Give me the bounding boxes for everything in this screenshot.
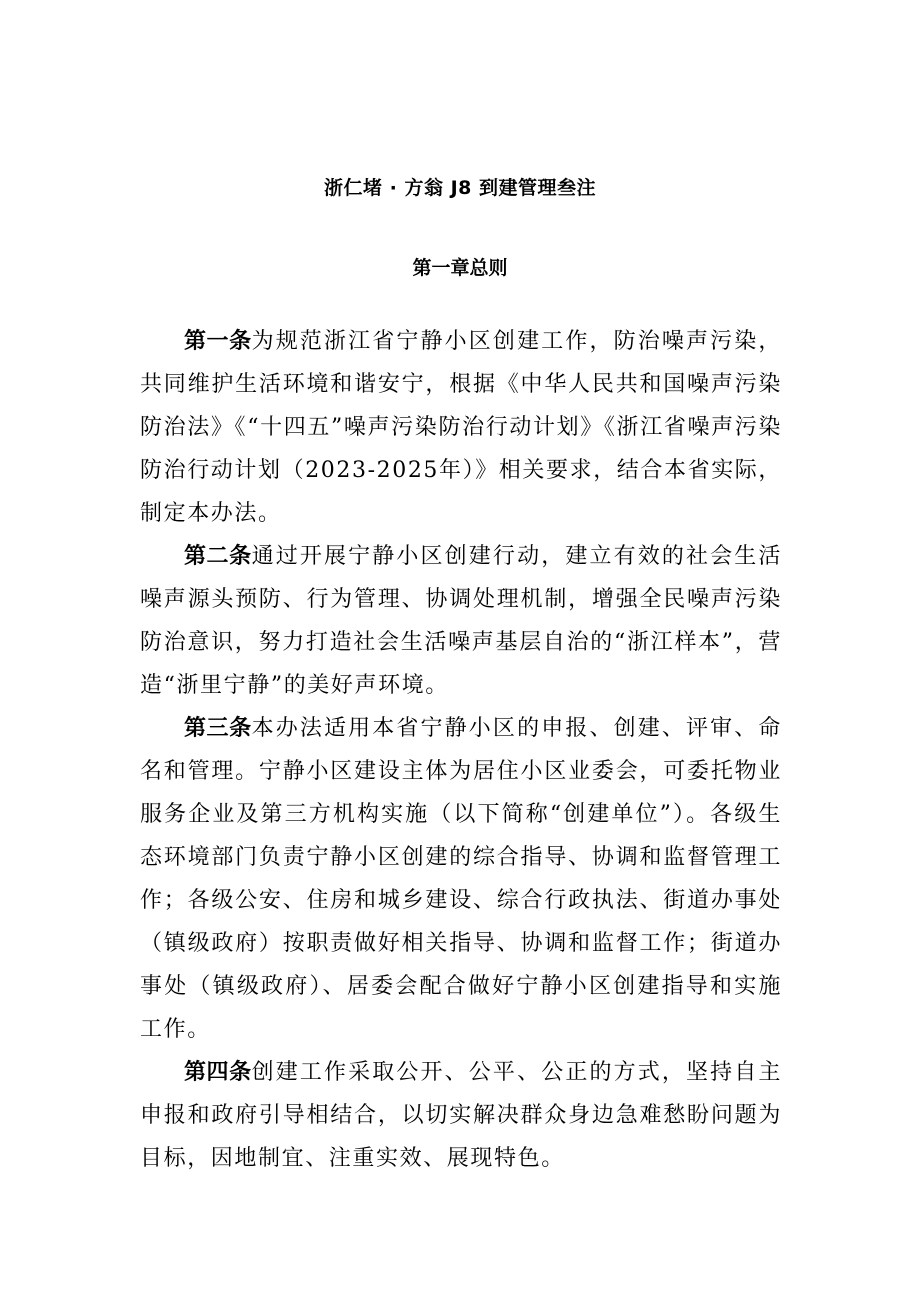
article-4-text: 创建工作采取公开、公平、公正的方式，坚持自主申报和政府引导相结合，以切实解决群众身边急难愁盼问题为目标，因地制宜、注重实效、展现特色。 (140, 1060, 782, 1171)
article-1-label: 第一条 (184, 329, 252, 354)
article-1-text: 为规范浙江省宁静小区创建工作，防治噪声污染，共同维护生活环境和谐安宁，根据《中华人民共和国噪声污染防治法》《“十四五”噪声污染防治行动计划》《浙江省噪声污染防治行动计划（2023-2025年）》相关要求，结合本省实际，制定本办法。 (140, 329, 783, 526)
article-2-text: 通过开展宁静小区创建行动，建立有效的社会生活噪声源头预防、行为管理、协调处理机制，增强全民噪声污染防治意识，努力打造社会生活噪声基层自治的“浙江样本”，营造“浙里宁静”的美好声环境。 (140, 544, 782, 698)
article-2-label: 第二条 (184, 544, 252, 569)
document-title: 浙仁堵 · 方翁 J8 到建管理叁注 (324, 177, 596, 199)
article-3-text: 本办法适用本省宁静小区的申报、创建、评审、命名和管理。宁静小区建设主体为居住小区业委会，可委托物业服务企业及第三方机构实施（以下简称“创建单位”）。各级生态环境部门负责宁静小区创建的综合指导、协调和监督管理工作；各级公安、住房和城乡建设、综合行政执法、街道办事处（镇级政府）按职责做好相关指导、协调和监督工作；街道办事处（镇级政府）、居委会配合做好宁静小区创建指导和实施工作。 (140, 716, 782, 1042)
article-3 (140, 707, 782, 1051)
article-3-label: 第三条 (184, 716, 252, 741)
chapter-heading: 第一章总则 (412, 257, 508, 279)
article-4 (140, 1051, 782, 1180)
article-1 (140, 320, 782, 535)
article-4-label: 第四条 (184, 1060, 252, 1085)
document-body (140, 320, 782, 1180)
article-2 (140, 535, 782, 707)
